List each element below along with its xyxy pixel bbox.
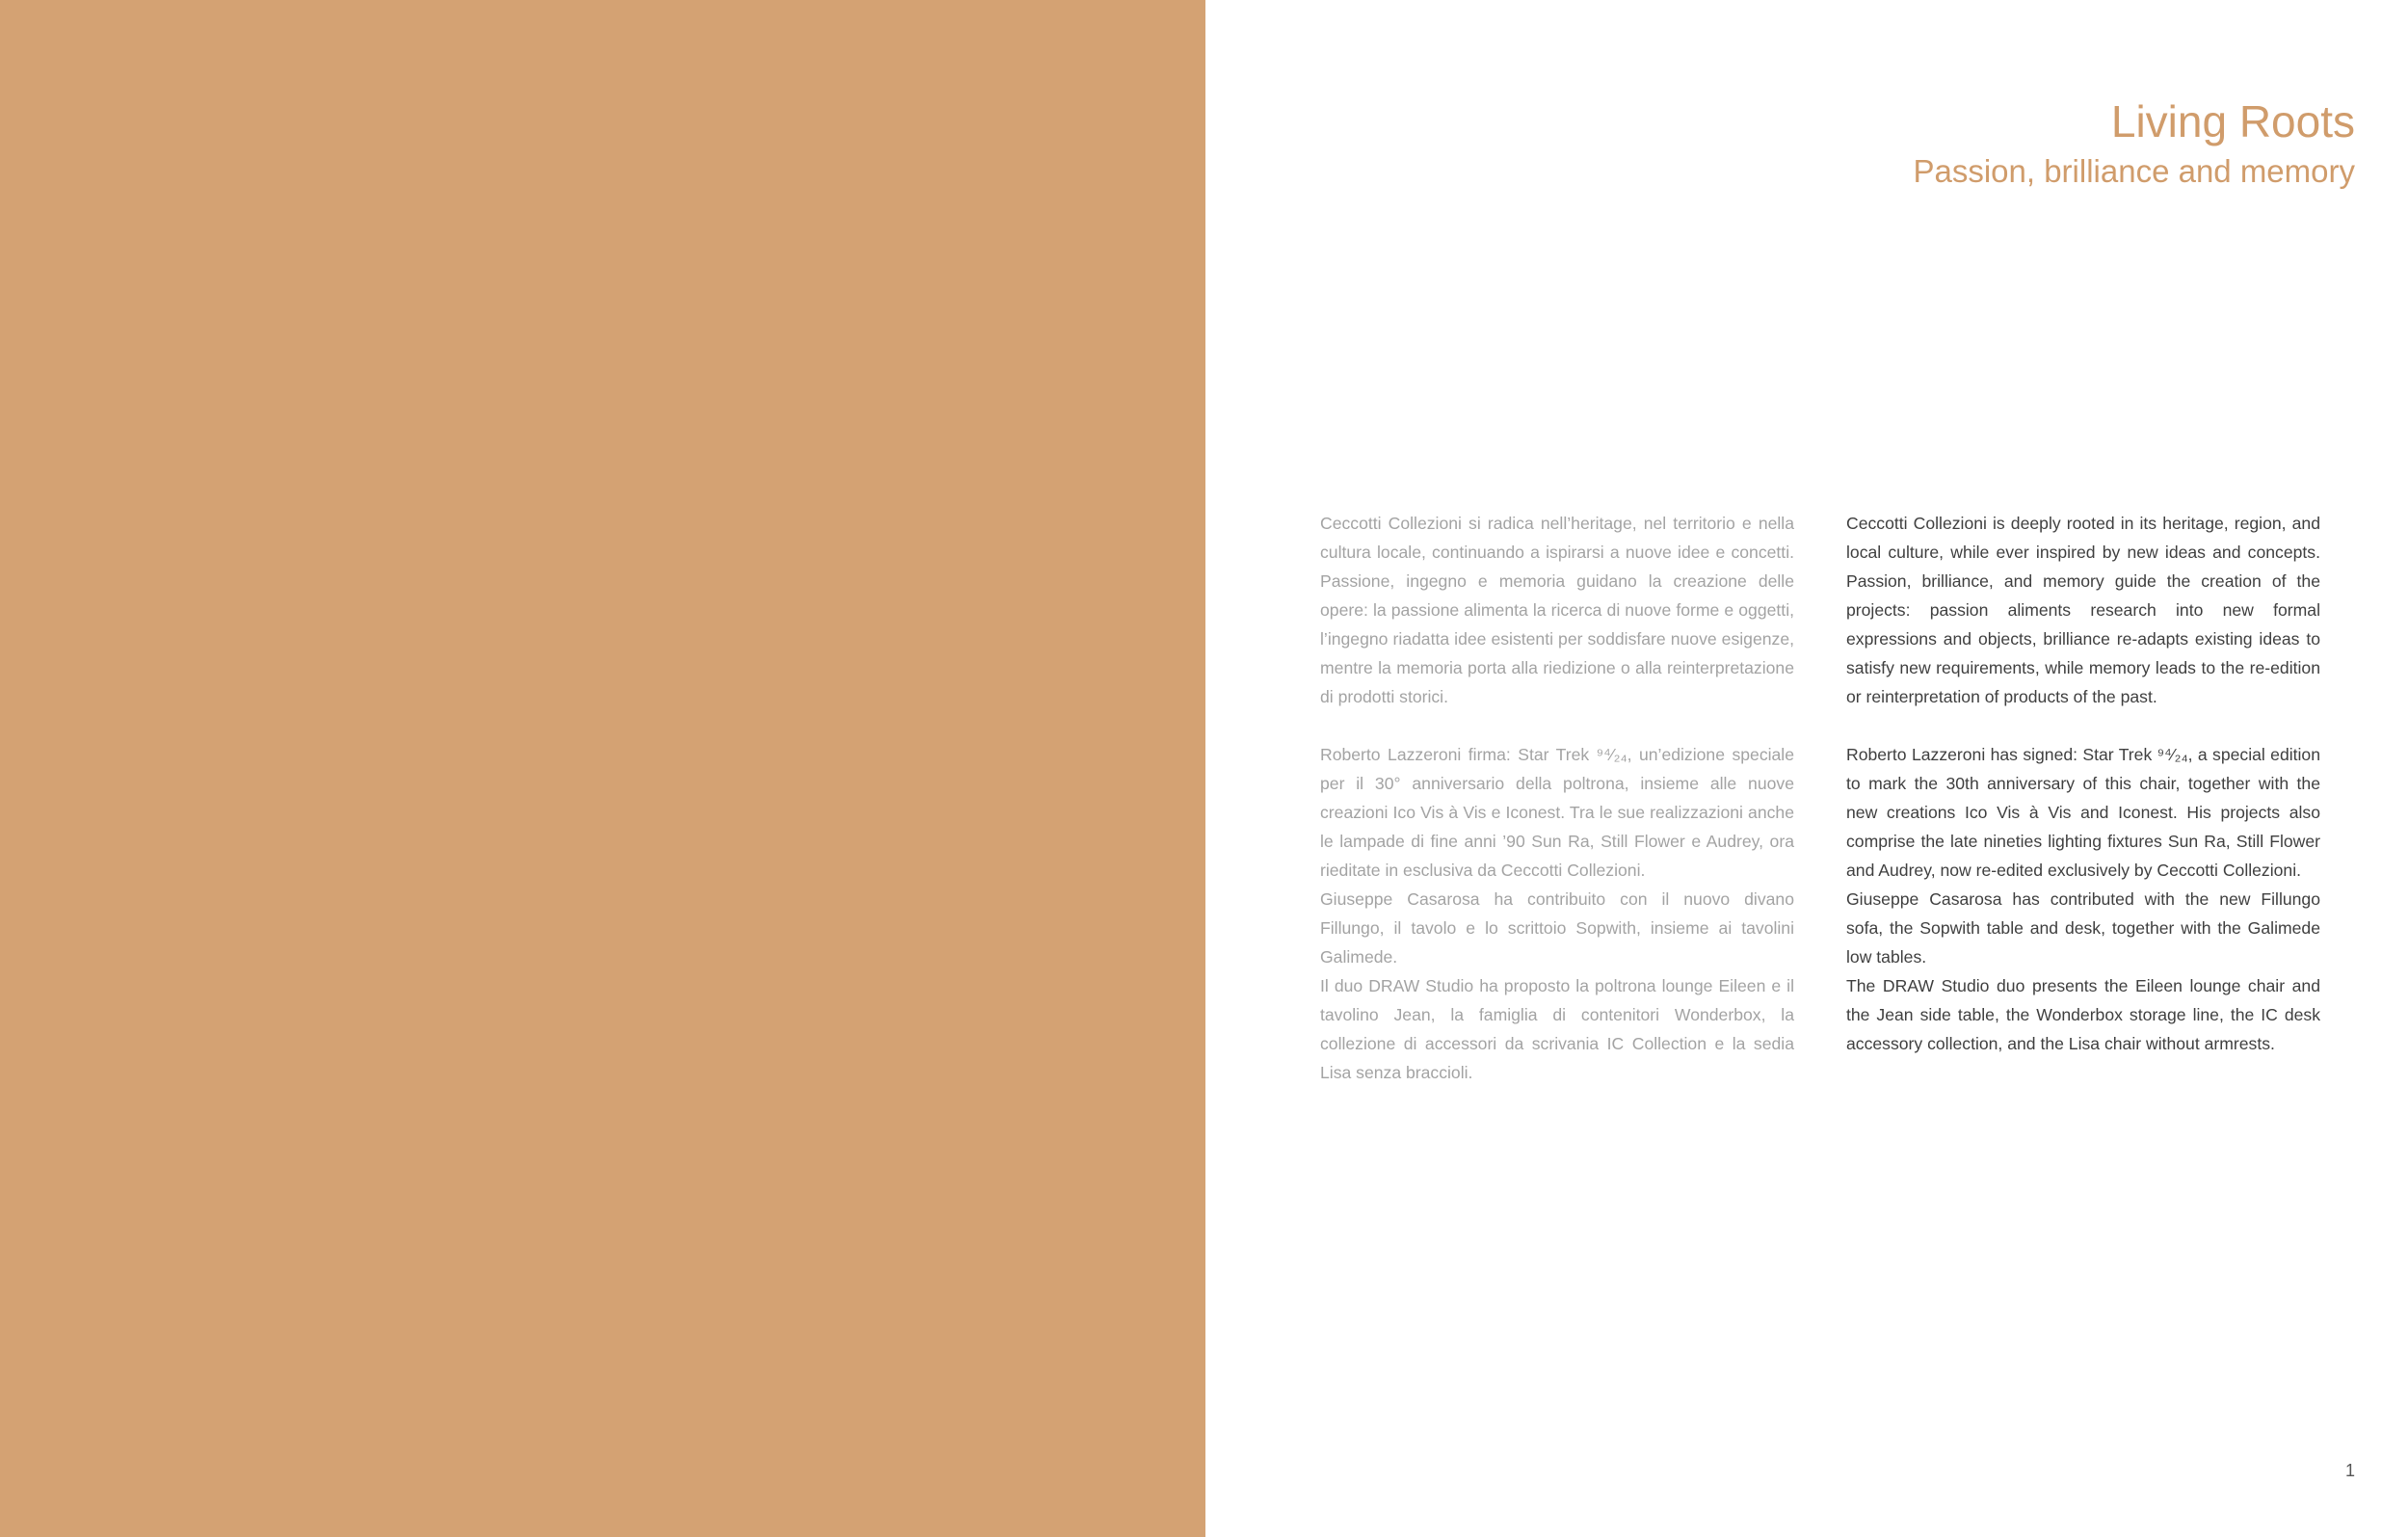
- english-paragraph-lazzeroni: Roberto Lazzeroni has signed: Star Trek ⁹⁴⁄₂₄, a special edition to mark the 30th anniversary of this chair, together with the new creations Ico Vis à Vis and Iconest. His projects also comprise the late nineties lighting fixtures Sun Ra, Still Flower and Audrey, now re-edited exclusively by Ceccotti Collezioni.: [1846, 745, 2320, 880]
- italian-paragraph-casarosa: Giuseppe Casarosa ha contribuito con il nuovo divano Fillungo, il tavolo e lo scrittoio Sopwith, insieme ai tavolini Galimede.: [1320, 889, 1794, 967]
- page-title: Living Roots: [2110, 96, 2355, 146]
- page-subtitle: Passion, brilliance and memory: [1913, 153, 2355, 189]
- text-page: [1205, 0, 2408, 1537]
- italian-paragraph-draw-studio: Il duo DRAW Studio ha proposto la poltrona lounge Eileen e il tavolino Jean, la famiglia di contenitori Wonderbox, la collezione di accessori da scrivania IC Collection e la sedia Lisa senza braccioli.: [1320, 976, 1794, 1082]
- english-paragraph-draw-studio: The DRAW Studio duo presents the Eileen lounge chair and the Jean side table, the Wonderbox storage line, the IC desk accessory collection, and the Lisa chair without armrests.: [1846, 976, 2320, 1053]
- english-paragraph-casarosa: Giuseppe Casarosa has contributed with the new Fillungo sofa, the Sopwith table and desk, together with the Galimede low tables.: [1846, 889, 2320, 967]
- english-paragraph-intro: Ceccotti Collezioni is deeply rooted in its heritage, region, and local culture, while ever inspired by new ideas and concepts. Passion, brilliance, and memory guide the creation of the projects: passion aliments research into new formal expressions and objects, brilliance re-adapts existing ideas to satisfy new requirements, while memory leads to the re-edition or reinterpretation of products of the past.: [1846, 514, 2320, 706]
- english-text-column: [1846, 509, 2320, 1058]
- page-number: 1: [2344, 1461, 2355, 1480]
- italian-paragraph-intro: Ceccotti Collezioni si radica nell’heritage, nel territorio e nella cultura locale, continuando a ispirarsi a nuove idee e concetti. Passione, ingegno e memoria guidano la creazione delle opere: la passione alimenta la ricerca di nuove forme e oggetti, l’ingegno riadatta idee esistenti per soddisfare nuove esigenze, mentre la memoria porta alla riedizione o alla reinterpretazione di prodotti storici.: [1320, 514, 1794, 706]
- italian-paragraph-lazzeroni: Roberto Lazzeroni firma: Star Trek ⁹⁴⁄₂₄, un’edizione speciale per il 30° anniversario della poltrona, insieme alle nuove creazioni Ico Vis à Vis e Iconest. Tra le sue realizzazioni anche le lampade di fine anni ’90 Sun Ra, Still Flower e Audrey, ora rieditate in esclusiva da Ceccotti Collezioni.: [1320, 745, 1794, 880]
- italian-text-column: [1320, 509, 1794, 1087]
